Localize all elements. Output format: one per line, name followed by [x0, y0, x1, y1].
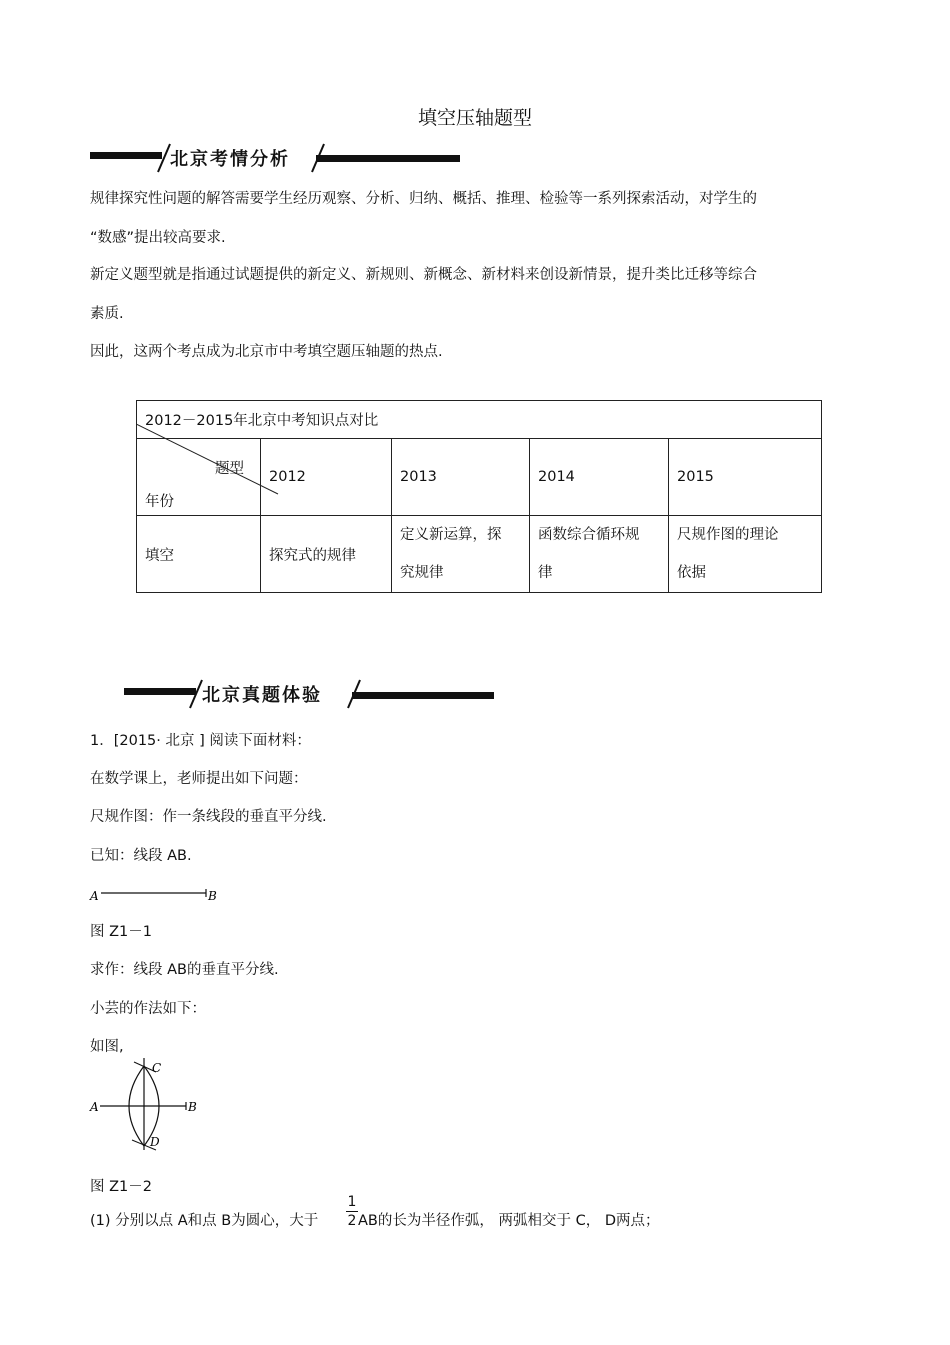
banner-label: 北京考情分析: [170, 149, 290, 170]
intro-p3: 因此，这两个考点成为北京市中考填空题压轴题的热点.: [90, 344, 443, 360]
fraction-bar: [346, 1211, 358, 1212]
question-line: 求作：线段 AB的垂直平分线.: [90, 962, 279, 978]
corner-label-type: 题型: [215, 461, 244, 477]
step1-prefix: (1) 分别以点 A和点 B为圆心，大于: [90, 1213, 319, 1229]
point-label-c: C: [152, 1061, 162, 1075]
year-header: 2013: [392, 439, 530, 516]
fraction-numerator: 1: [347, 1194, 357, 1210]
point-label-b: B: [188, 1100, 197, 1114]
table-cell: [669, 516, 822, 593]
fraction-one-half: [346, 1194, 358, 1229]
year-header: 2012: [261, 439, 392, 516]
question-line: 尺规作图：作一条线段的垂直平分线.: [90, 809, 327, 825]
point-label-a: A: [90, 889, 99, 903]
table-cell: [530, 516, 669, 593]
corner-label-year: 年份: [145, 494, 174, 510]
cell-line1: 探究式的规律: [269, 547, 356, 564]
question-header: 1．[2015· 北京 ] 阅读下面材料：: [90, 733, 311, 749]
figure-caption: 图 Z1－1: [90, 924, 152, 940]
table-cell: [392, 516, 530, 593]
row-label: 填空: [137, 516, 261, 593]
cell-line1: 函数综合循环规: [538, 527, 640, 543]
page-title: 填空压轴题型: [417, 107, 532, 129]
question-line: 小芸的作法如下：: [90, 1001, 206, 1017]
year-header: 2015: [669, 439, 822, 516]
question-line: 在数学课上，老师提出如下问题：: [90, 771, 308, 787]
question-line: 已知：线段 AB.: [90, 848, 192, 864]
point-label-d: D: [150, 1135, 160, 1149]
table-caption-text: 2012－2015年北京中考知识点对比: [145, 413, 379, 429]
intro-p1-line2: “数感”提出较高要求.: [90, 230, 226, 246]
intro-p2-line2: 素质.: [90, 306, 124, 322]
section-banner-exam: [124, 676, 496, 710]
intro-p2-line1: 新定义题型就是指通过试题提供的新定义、新规则、新概念、新材料来创设新情景，提升类比迁移等综合: [90, 267, 757, 283]
fraction-denominator: 2: [347, 1213, 357, 1229]
table-diagonal-line: [136, 420, 282, 496]
table-cell: [261, 516, 392, 593]
figure-segment-ab: [88, 882, 228, 906]
figure-perpendicular-bisector: [88, 1054, 208, 1154]
figure-caption: 图 Z1－2: [90, 1179, 152, 1195]
point-label-a: A: [90, 1100, 99, 1114]
section-banner-analysis: [90, 142, 462, 176]
question-line: 如图,: [90, 1039, 124, 1055]
cell-line2: 究规律: [400, 565, 444, 581]
year-header: 2014: [530, 439, 669, 516]
banner-label: 北京真题体验: [202, 685, 322, 706]
cell-line1: 尺规作图的理论: [677, 527, 779, 543]
intro-p1-line1: 规律探究性问题的解答需要学生经历观察、分析、归纳、概括、推理、检验等一系列探索活动，对学生的: [90, 191, 757, 207]
point-label-b: B: [208, 889, 217, 903]
step1-suffix: AB的长为半径作弧， 两弧相交于 C， D两点；: [358, 1213, 660, 1229]
cell-line2: 律: [538, 565, 553, 581]
cell-line2: 依据: [677, 565, 706, 581]
cell-line1: 定义新运算，探: [400, 527, 502, 543]
